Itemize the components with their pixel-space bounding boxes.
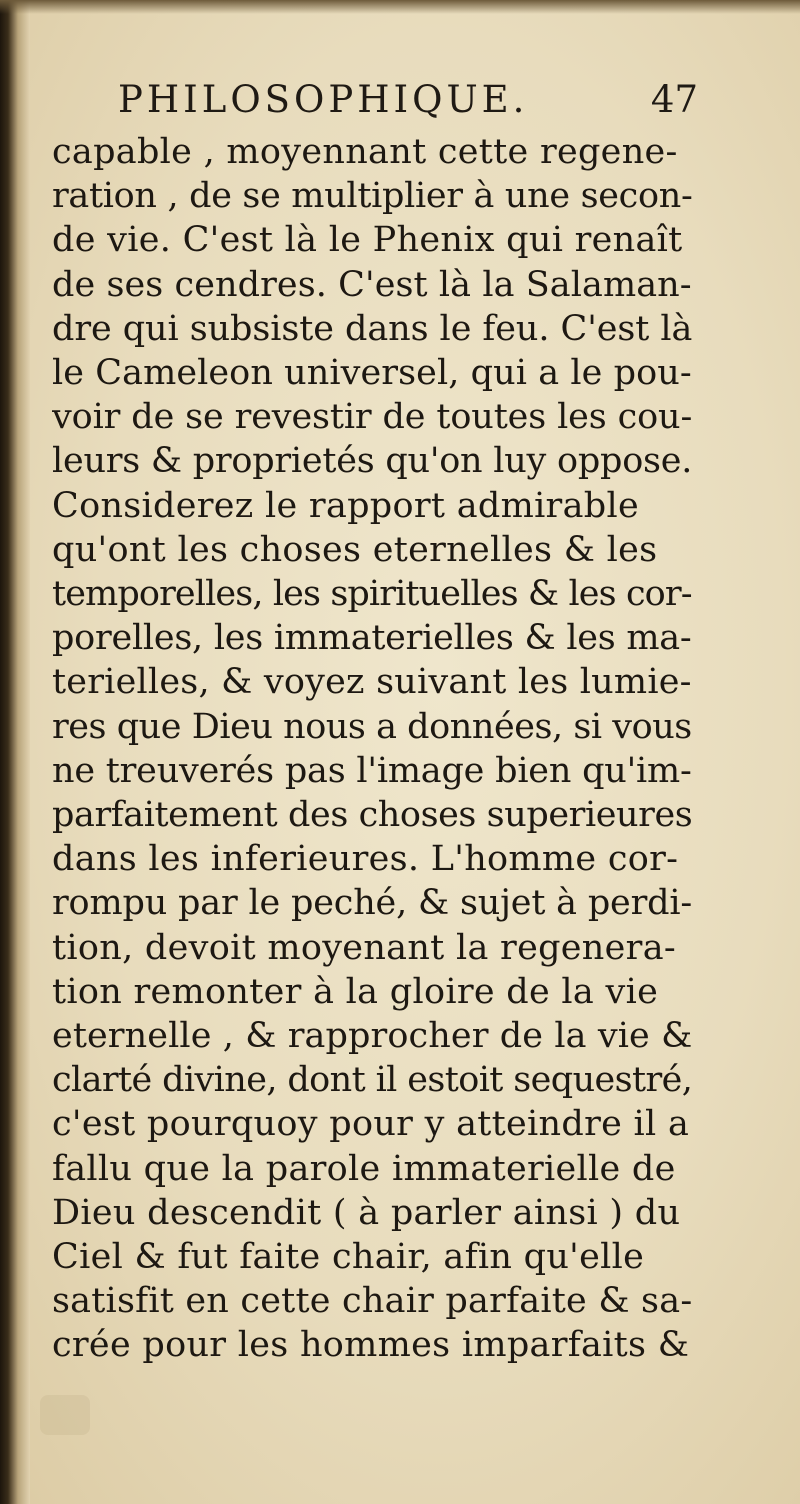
text-line: tion remonter à la gloire de la vie	[52, 971, 659, 1012]
text-line: de vie. C'est là le Phenix qui renaît	[52, 220, 683, 261]
text-line: satisfit en cette chair parfaite & sa-	[52, 1281, 692, 1322]
text-line: fallu que la parole immaterielle de	[52, 1148, 676, 1189]
running-title: PHILOSOPHIQUE.	[118, 78, 529, 121]
text-line: voir de se revestir de toutes les cou-	[52, 397, 692, 438]
text-line: rompu par le peché, & sujet à perdi-	[52, 883, 692, 924]
text-line: eternelle , & rapprocher de la vie &	[52, 1016, 692, 1056]
text-line: ration , de se multiplier à une secon-	[52, 176, 692, 217]
page-number: 47	[650, 78, 698, 121]
text-line: dre qui subsiste dans le feu. C'est là	[52, 308, 692, 349]
text-line: tion, devoit moyenant la regenera-	[52, 927, 676, 968]
text-line: crée pour les hommes imparfaits &	[52, 1325, 690, 1366]
text-line: Dieu descendit ( à parler ainsi ) du	[52, 1192, 681, 1233]
text-line: parfaitement des choses superieures	[52, 795, 692, 835]
body-text	[52, 129, 692, 1429]
paper-stain	[40, 1395, 90, 1435]
text-line: leurs & proprietés qu'on luy oppose.	[52, 441, 692, 482]
text-line: capable , moyennant cette regene-	[52, 132, 678, 172]
text-line: res que Dieu nous a données, si vous	[52, 706, 692, 747]
text-line: ne treuverés pas l'image bien qu'im-	[52, 750, 692, 791]
text-line: porelles, les immaterielles & les ma-	[52, 618, 692, 659]
text-line: qu'ont les choses eternelles & les	[52, 529, 658, 570]
text-line: clarté divine, dont il estoit sequestré,	[52, 1060, 692, 1101]
text-line: le Cameleon universel, qui a le pou-	[52, 353, 692, 393]
text-line: terielles, & voyez suivant les lumie-	[52, 662, 692, 703]
text-line: de ses cendres. C'est là la Salaman-	[52, 264, 692, 305]
page-top-edge	[0, 0, 800, 14]
text-line: Considerez le rapport admirable	[52, 485, 639, 526]
text-line: dans les inferieures. L'homme cor-	[52, 839, 679, 880]
binding-gutter	[0, 0, 30, 1504]
running-header	[118, 70, 698, 130]
text-line: Ciel & fut faite chair, afin qu'elle	[52, 1237, 645, 1277]
text-line: c'est pourquoy pour y atteindre il a	[52, 1104, 690, 1145]
text-line: temporelles, les spirituelles & les cor-	[52, 574, 692, 614]
